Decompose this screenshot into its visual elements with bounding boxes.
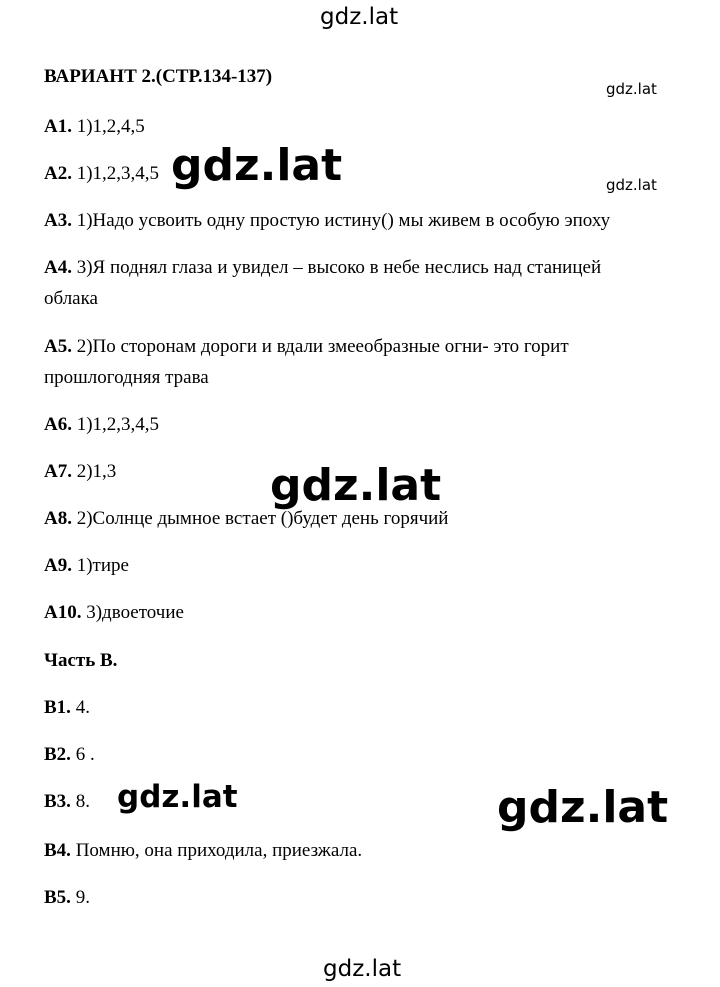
answer-label: В3. [44, 791, 71, 812]
answer-a1 [44, 116, 145, 138]
answer-label: В1. [44, 697, 71, 718]
answer-a6 [44, 414, 159, 436]
answer-b2 [44, 744, 95, 766]
answer-text: 3)Я поднял глаза и увидел – высоко в небе неслись над станицей [76, 257, 602, 278]
answer-label: А8. [44, 508, 72, 529]
watermark-big-3: gdz.lat [497, 782, 669, 833]
answer-a5 [44, 336, 569, 358]
answer-text: 1)тире [76, 555, 129, 576]
answer-label: В2. [44, 744, 71, 765]
answer-label: А7. [44, 461, 72, 482]
watermark-mid-small: gdz.lat [117, 779, 238, 815]
answer-b3 [44, 791, 90, 813]
watermark-top: gdz.lat [320, 4, 399, 30]
answer-label: А6. [44, 414, 72, 435]
answer-a3 [44, 210, 610, 232]
answer-text: Помню, она приходила, приезжала. [75, 840, 363, 861]
answer-b4 [44, 840, 362, 862]
answer-text: 8. [75, 791, 90, 812]
answer-a8 [44, 508, 448, 530]
answer-text: 4. [75, 697, 90, 718]
answer-text: облака [44, 288, 98, 309]
answer-text: 2)По сторонам дороги и вдали змееобразные огни- это горит [76, 336, 569, 357]
watermark-big-2: gdz.lat [270, 460, 442, 511]
watermark-right-1: gdz.lat [606, 80, 657, 98]
answer-text: 1)1,2,4,5 [76, 116, 145, 137]
answer-b1 [44, 697, 90, 719]
answer-text: 1)1,2,3,4,5 [76, 414, 160, 435]
page-heading: ВАРИАНТ 2.(СТР.134-137) [44, 66, 273, 87]
answer-text: 1)1,2,3,4,5 [76, 163, 160, 184]
answer-label: В4. [44, 840, 71, 861]
answer-a5-cont [44, 367, 209, 389]
watermark-big-1: gdz.lat [171, 140, 343, 191]
answer-label: А3. [44, 210, 72, 231]
answer-a4-cont [44, 288, 98, 310]
answer-label: В5. [44, 887, 71, 908]
watermark-bottom: gdz.lat [323, 956, 402, 982]
answer-text: 3)двоеточие [86, 602, 184, 623]
answer-text: 2)1,3 [76, 461, 117, 482]
answer-text: 9. [75, 887, 90, 908]
answer-b5 [44, 887, 90, 909]
answer-label: А10. [44, 602, 82, 623]
answer-label: А5. [44, 336, 72, 357]
answer-text: 2)Солнце дымное встает ()будет день горячий [76, 508, 449, 529]
answer-a9 [44, 555, 129, 577]
watermark-right-2: gdz.lat [606, 176, 657, 194]
answer-text: 6 . [75, 744, 95, 765]
section-title: Часть В. [44, 650, 118, 671]
answer-label: А2. [44, 163, 72, 184]
answer-a2 [44, 163, 159, 185]
answer-a7 [44, 461, 116, 483]
part-b-title [44, 650, 117, 672]
answer-text: 1)Надо усвоить одну простую истину() мы живем в особую эпоху [76, 210, 611, 231]
answer-a10 [44, 602, 184, 624]
answer-label: А4. [44, 257, 72, 278]
answer-label: А1. [44, 116, 72, 137]
answer-label: А9. [44, 555, 72, 576]
answer-a4 [44, 257, 601, 279]
answer-text: прошлогодняя трава [44, 367, 209, 388]
